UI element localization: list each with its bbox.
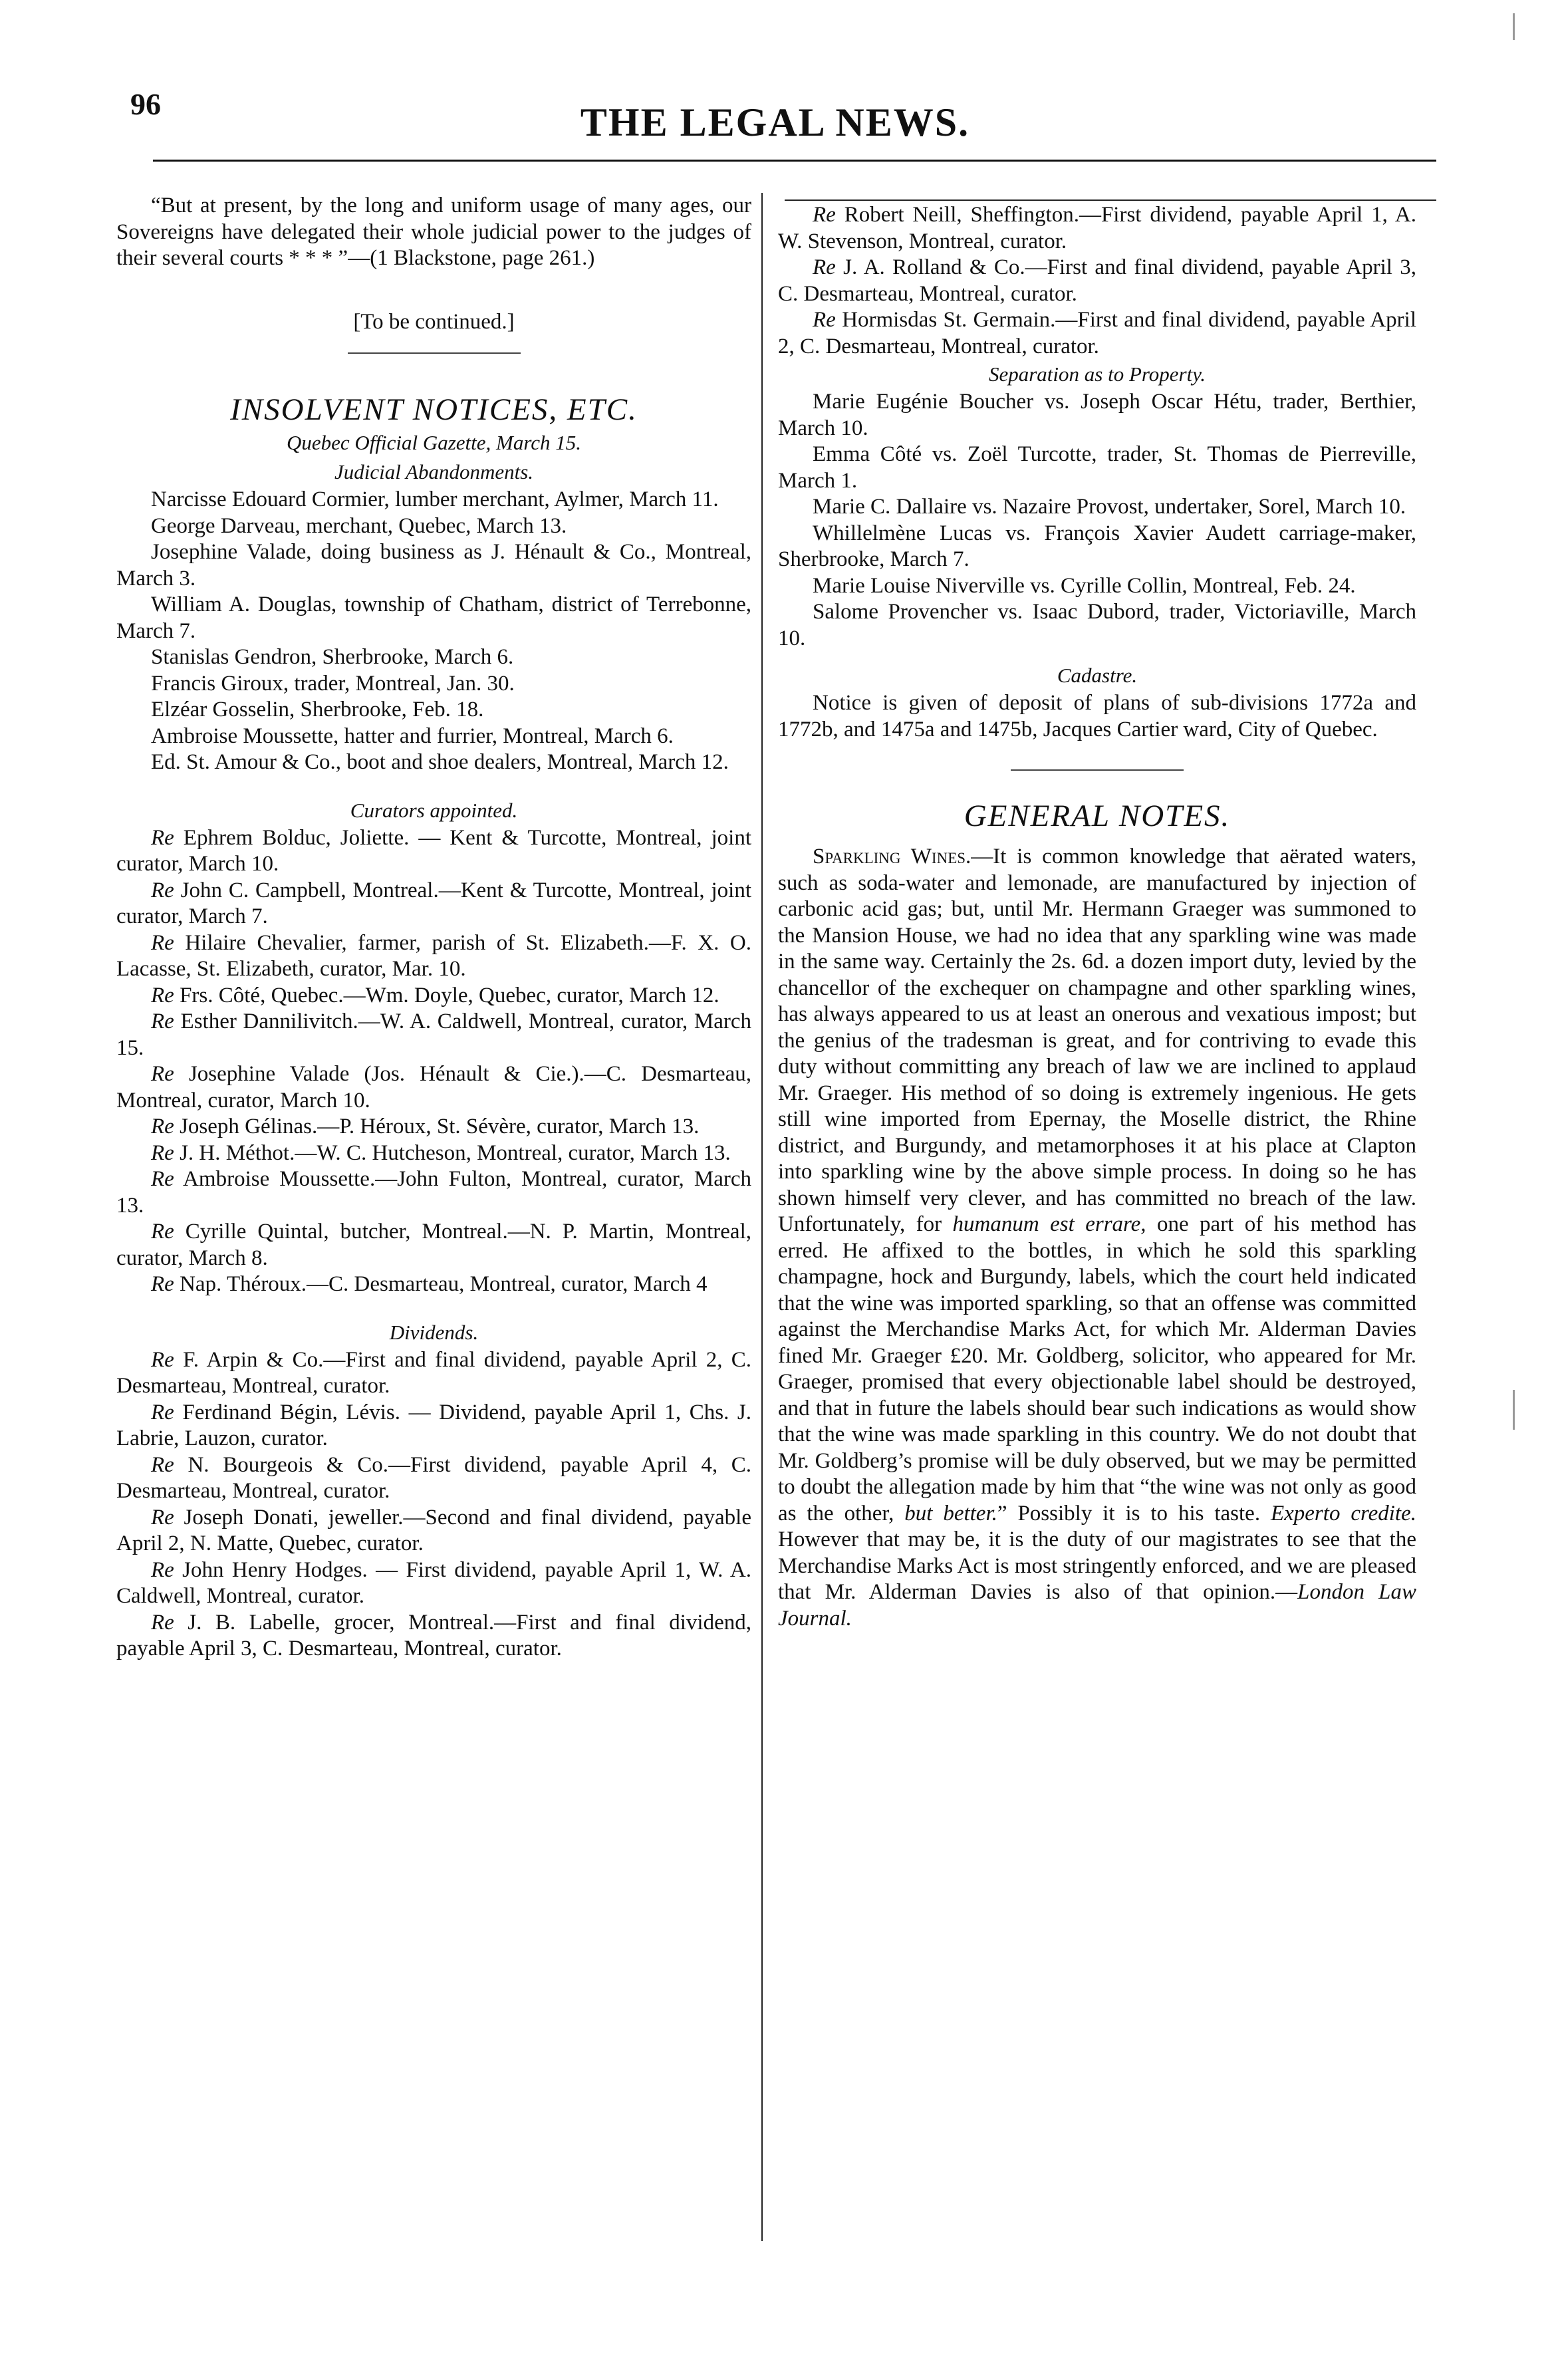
list-item: Re J. B. Labelle, grocer, Montreal.—First and final dividend, payable April 3, C. Desmarteau, Montreal, curator. (116, 1610, 752, 1660)
section-rule (1011, 769, 1184, 771)
list-item: Emma Côté vs. Zoël Turcotte, trader, St. Thomas de Pierreville, March 1. (778, 442, 1416, 493)
list-item: Re Ephrem Bolduc, Joliette. — Kent & Turcotte, Montreal, joint curator, March 10. (116, 825, 752, 876)
list-item: Stanislas Gendron, Sherbrooke, March 6. (151, 645, 514, 669)
column-divider (761, 193, 763, 2241)
list-item: Re Nap. Théroux.—C. Desmarteau, Montreal, curator, March 4 (151, 1272, 708, 1296)
list-item: Francis Giroux, trader, Montreal, Jan. 30. (151, 671, 515, 696)
to-be-continued: [To be continued.] (353, 309, 515, 334)
list-item: Re Hilaire Chevalier, farmer, parish of St. Elizabeth.—F. X. O. Lacasse, St. Elizabeth, curator, Mar. 10. (116, 930, 751, 981)
journal-title: THE LEGAL NEWS. (580, 100, 970, 144)
list-item: Re John C. Campbell, Montreal.—Kent & Turcotte, Montreal, joint curator, March 7. (116, 878, 751, 928)
section-rule (348, 352, 521, 354)
list-item: Whillelmène Lucas vs. François Xavier Audett carriage-maker, Sherbrooke, March 7. (778, 521, 1416, 571)
dividends-heading: Dividends. (389, 1320, 479, 1344)
separation-heading: Separation as to Property. (988, 362, 1206, 386)
list-item: George Darveau, merchant, Quebec, March 13. (151, 513, 567, 538)
gazette-source: Quebec Official Gazette, March 15. (286, 431, 582, 454)
list-item: Salome Provencher vs. Isaac Dubord, trader, Victoriaville, March 10. (778, 600, 1416, 650)
list-item: Narcisse Edouard Cormier, lumber merchant, Aylmer, March 11. (151, 487, 719, 511)
cadastre-heading: Cadastre. (1057, 664, 1138, 687)
list-item: Re Joseph Gélinas.—P. Héroux, St. Sévère, curator, March 13. (151, 1115, 700, 1138)
list-item: Ed. St. Amour & Co., boot and shoe dealers, Montreal, March 12. (151, 750, 729, 774)
insolvent-notices-title: INSOLVENT NOTICES, ETC. (230, 392, 638, 427)
list-item: Re Ambroise Moussette.—John Fulton, Montreal, curator, March 13. (116, 1167, 752, 1218)
list-item: Marie Louise Niverville vs. Cyrille Collin, Montreal, Feb. 24. (813, 573, 1356, 598)
right-column (778, 193, 1416, 1632)
list-item: Re N. Bourgeois & Co.—First dividend, payable April 4, C. Desmarteau, Montreal, curator. (116, 1452, 751, 1503)
curators-heading: Curators appointed. (350, 798, 518, 822)
page-number: 96 (130, 87, 161, 121)
list-item: Elzéar Gosselin, Sherbrooke, Feb. 18. (151, 698, 484, 722)
list-item: Re J. H. Méthot.—W. C. Hutcheson, Montreal, curator, March 13. (151, 1140, 731, 1165)
list-item: Marie Eugénie Boucher vs. Joseph Oscar Hétu, trader, Berthier, March 10. (778, 390, 1416, 440)
left-column (116, 193, 751, 1662)
abandonments-heading: Judicial Abandonments. (334, 460, 534, 483)
list-item: Re Esther Dannilivitch.—W. A. Caldwell, Montreal, curator, March 15. (116, 1009, 752, 1060)
list-item: Re Frs. Côté, Quebec.—Wm. Doyle, Quebec, curator, March 12. (151, 983, 719, 1007)
list-item: Re Ferdinand Bégin, Lévis. — Dividend, payable April 1, Chs. J. Labrie, Lauzon, curator. (116, 1400, 751, 1450)
list-item: William A. Douglas, township of Chatham, district of Terrebonne, March 7. (116, 593, 751, 643)
list-item: Re John Henry Hodges. — First dividend, payable April 1, W. A. Caldwell, Montreal, curator. (116, 1557, 752, 1608)
list-item: Re Hormisdas St. Germain.—First and final dividend, payable April 2, C. Desmarteau, Montreal, curator. (778, 308, 1417, 358)
list-item: Re J. A. Rolland & Co.—First and final dividend, payable April 3, C. Desmarteau, Montreal, curator. (778, 255, 1416, 306)
margin-speck (1513, 1390, 1515, 1430)
blackstone-quote: “But at present, by the long and uniform usage of many ages, our Sovereigns have delegated their whole judicial power to the judges of their several courts * * * ”—(1 Blackstone, page 261.) (116, 194, 751, 270)
margin-speck (1513, 13, 1515, 40)
list-item: Re Josephine Valade (Jos. Hénault & Cie.).—C. Desmarteau, Montreal, curator, March 10. (116, 1062, 751, 1113)
cadastre-notice: Notice is given of deposit of plans of sub-divisions 1772a and 1772b, and 1475a and 1475b, Jacques Cartier ward, City of Quebec. (778, 691, 1416, 741)
list-item: Re F. Arpin & Co.—First and final dividend, payable April 2, C. Desmarteau, Montreal, curator. (116, 1347, 752, 1398)
list-item: Re Joseph Donati, jeweller.—Second and final dividend, payable April 2, N. Matte, Quebec, curator. (116, 1505, 751, 1555)
list-item: Ambroise Moussette, hatter and furrier, Montreal, March 6. (151, 724, 674, 748)
list-item: Marie C. Dallaire vs. Nazaire Provost, undertaker, Sorel, March 10. (813, 495, 1406, 519)
list-item: Re Robert Neill, Sheffington.—First dividend, payable April 1, A. W. Stevenson, Montreal, curator. (778, 203, 1417, 253)
header-rule (153, 160, 1436, 162)
sparkling-wines-article: Sparkling Wines.—It is common knowledge that aërated waters, such as soda-water and lemonade, are manufactured by injection of carbonic acid gas; but, until Mr. Hermann Graeger was summoned to the Mansion House, we had no idea that any sparkling wine was made in the same way. Certainly the 2s. 6d. a dozen import duty, levied by the chancellor of the exchequer on champagne and other sparkling wines, has always appeared to us at least an onerous and vexatious impost; but the genius of the tradesman is great, and for contriving to evade this duty without committing any breach of law we are inclined to applaud Mr. Graeger. His method of so doing is extremely ingenious. He gets still wine imported from Epernay, the Moselle district, the Rhine district, and Burgundy, and metamorphoses it at his place at Clapton into sparkling wine by the above simple process. In doing so he has shown himself very clever, and has committed no breach of the law. Unfortunately, for humanum est errare, one part of his method has erred. He affixed to the bottles, in which he sold this sparkling champagne, hock and Burgundy, labels, which the court held indicated that the wine was imported sparkling, so that an offense was committed against the Merchandise Marks Act, for which Mr. Alderman Davies fined Mr. Graeger £20. Mr. Goldberg, solicitor, who appeared for Mr. Graeger, promised that every objectionable label should be destroyed, and that in future the labels should bear such indications as would show that the wine was made sparkling in this country. We do not doubt that Mr. Goldberg’s promise will be duly observed, but we may be permitted to doubt the allegation made by him that “the wine was not only as good as the other, but better.” Possibly it is to his taste. Experto credite. However that may be, it is the duty of our magistrates to see that the Merchandise Marks Act is most stringently enforced, and we are pleased that Mr. Alderman Davies is also of that opinion.—London Law Journal. (778, 845, 1417, 1631)
list-item: Josephine Valade, doing business as J. Hénault & Co., Montreal, March 3. (116, 540, 751, 591)
list-item: Re Cyrille Quintal, butcher, Montreal.—N. P. Martin, Montreal, curator, March 8. (116, 1220, 751, 1270)
general-notes-title: GENERAL NOTES. (964, 799, 1231, 833)
